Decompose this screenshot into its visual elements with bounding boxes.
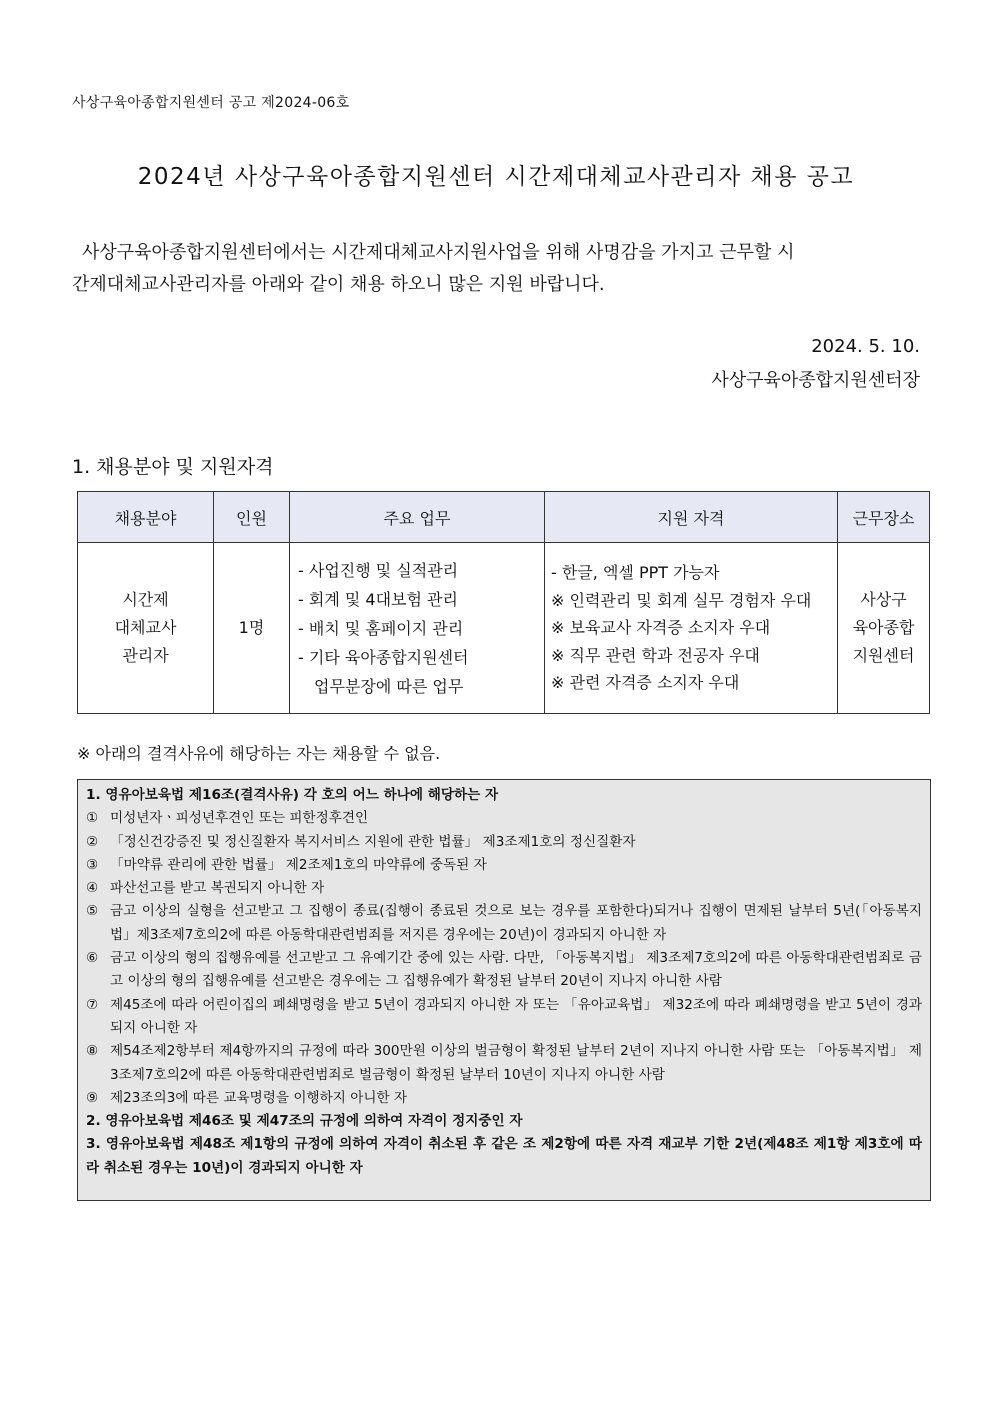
disqualification-heading: 3. 영유아보육법 제48조 제1항의 규정에 의하여 자격이 취소된 후 같은 조 제2항에 따른 자격 재교부 기한 2년(제48조 제1항 제3호에 따라 취소된 경우는 10년)이 경과되지 아니한 자 [86, 1136, 922, 1176]
intro-line-1: 사상구육아종합지원센터에서는 시간제대체교사지원사업을 위해 사명감을 가지고 근무할 시 [82, 242, 795, 263]
item-marker: ③ [86, 856, 99, 873]
disqualification-item [86, 994, 922, 1041]
item-marker: ⑤ [86, 903, 99, 920]
qualification-item: ※ 직무 관련 학과 전공자 우대 [551, 645, 760, 665]
duty-item: 업무분장에 따른 업무 [314, 676, 464, 696]
duty-item: - 배치 및 홈페이지 관리 [298, 618, 464, 638]
header-location: 근무장소 [838, 492, 930, 543]
item-text: 금고 이상의 형의 집행유예를 선고받고 그 유예기간 중에 있는 사람. 다만, 「아동복지법」 제3조제7호의2에 따른 아동학대관련범죄로 금고 이상의 형의 집행유예를 선고받은 경우에는 그 집행유예가 확정된 날부터 20년이 지나지 아니한 사람 [110, 950, 922, 990]
item-marker: ⑥ [86, 950, 99, 967]
header-field: 채용분야 [78, 492, 214, 543]
cell-count: 1명 [214, 543, 290, 714]
signer: 사상구육아종합지원센터장 [711, 370, 920, 391]
field-line: 시간제 [122, 590, 169, 609]
header-count: 인원 [214, 492, 290, 543]
cell-location [838, 543, 930, 714]
qualification-item: - 한글, 엑셀 PPT 가능자 [551, 563, 720, 583]
item-text: 「정신건강증진 및 정신질환자 복지서비스 지원에 관한 법률」 제3조제1호의 정신질환자 [110, 833, 636, 850]
recruitment-table [77, 491, 930, 714]
qualification-item: ※ 인력관리 및 회계 실무 경험자 우대 [551, 590, 812, 610]
item-marker: ④ [86, 880, 99, 897]
cell-duties [290, 543, 545, 714]
disqualification-item [86, 1087, 922, 1110]
field-line: 대체교사 [114, 618, 177, 637]
location-line: 지원센터 [852, 646, 915, 665]
qualification-item: ※ 관련 자격증 소지자 우대 [551, 673, 740, 693]
item-text: 파산선고를 받고 복권되지 아니한 자 [110, 880, 325, 897]
disqualification-heading: 2. 영유아보육법 제46조 및 제47조의 규정에 의하여 자격이 정지중인 자 [86, 1113, 523, 1130]
location-line: 사상구 [860, 590, 907, 609]
item-text: 제54조제2항부터 제4항까지의 규정에 따라 300만원 이상의 벌금형이 확정된 날부터 2년이 지나지 아니한 사람 또는 「아동복지법」 제3조제7호의2에 따른 아동학대관련범죄로 벌금형이 확정된 날부터 10년이 지나지 아니한 사람 [110, 1043, 922, 1083]
header-duties: 주요 업무 [290, 492, 545, 543]
disqualification-item [86, 831, 922, 854]
item-text: 금고 이상의 실형을 선고받고 그 집행이 종료(집행이 종료된 것으로 보는 경우를 포함한다)되거나 집행이 면제된 날부터 5년(「아동복지법」제3조제7호의2에 따른 아동학대관련범죄를 저지른 경우에는 20년)이 경과되지 아니한 자 [110, 903, 922, 943]
disqualification-item [86, 807, 922, 830]
disqualification-item [86, 947, 922, 994]
intro-line-2: 간제대체교사관리자를 아래와 같이 채용 하오니 많은 지원 바랍니다. [72, 274, 605, 295]
duty-item: - 기타 육아종합지원센터 [298, 647, 469, 667]
item-marker: ⑨ [86, 1089, 99, 1106]
disqualification-box [77, 779, 931, 1201]
notice-date: 2024. 5. 10. [811, 336, 920, 357]
item-marker: ⑧ [86, 1043, 99, 1060]
item-marker: ⑦ [86, 996, 99, 1013]
location-line: 육아종합 [852, 618, 915, 637]
section-title-recruitment: 1. 채용분야 및 지원자격 [72, 456, 274, 478]
field-line: 관리자 [122, 646, 169, 665]
item-text: 미성년자ㆍ피성년후견인 또는 피한정후견인 [110, 810, 369, 827]
disqualification-item [86, 900, 922, 947]
disqualification-heading: 1. 영유아보육법 제16조(결격사유) 각 호의 어느 하나에 해당하는 자 [86, 787, 499, 803]
item-text: 「마약류 관리에 관한 법률」 제2조제1호의 마약류에 중독된 자 [110, 856, 487, 873]
cell-field [78, 543, 214, 714]
table-row [78, 543, 930, 714]
disqualification-item [86, 854, 922, 877]
disqualification-item [86, 877, 922, 900]
qualification-item: ※ 보육교사 자격증 소지자 우대 [551, 618, 771, 638]
duty-item: - 회계 및 4대보험 관리 [298, 589, 458, 609]
item-text: 제45조에 따라 어린이집의 폐쇄명령을 받고 5년이 경과되지 아니한 자 또는 「유아교육법」 제32조에 따라 폐쇄명령을 받고 5년이 경과되지 아니한 자 [110, 996, 922, 1036]
disqualification-item [86, 1040, 922, 1087]
exclusion-note: ※ 아래의 결격사유에 해당하는 자는 채용할 수 없음. [77, 744, 441, 763]
table-header-row [78, 492, 930, 543]
item-marker: ① [86, 810, 99, 827]
intro-paragraph [72, 237, 920, 301]
duty-item: - 사업진행 및 실적관리 [298, 560, 459, 580]
cell-qualifications [545, 543, 838, 714]
notice-number: 사상구육아종합지원센터 공고 제2024-06호 [72, 95, 350, 111]
page-title: 2024년 사상구육아종합지원센터 시간제대체교사관리자 채용 공고 [137, 164, 855, 190]
header-qualifications: 지원 자격 [545, 492, 838, 543]
item-marker: ② [86, 833, 99, 850]
item-text: 제23조의3에 따른 교육명령을 이행하지 아니한 자 [110, 1089, 408, 1106]
